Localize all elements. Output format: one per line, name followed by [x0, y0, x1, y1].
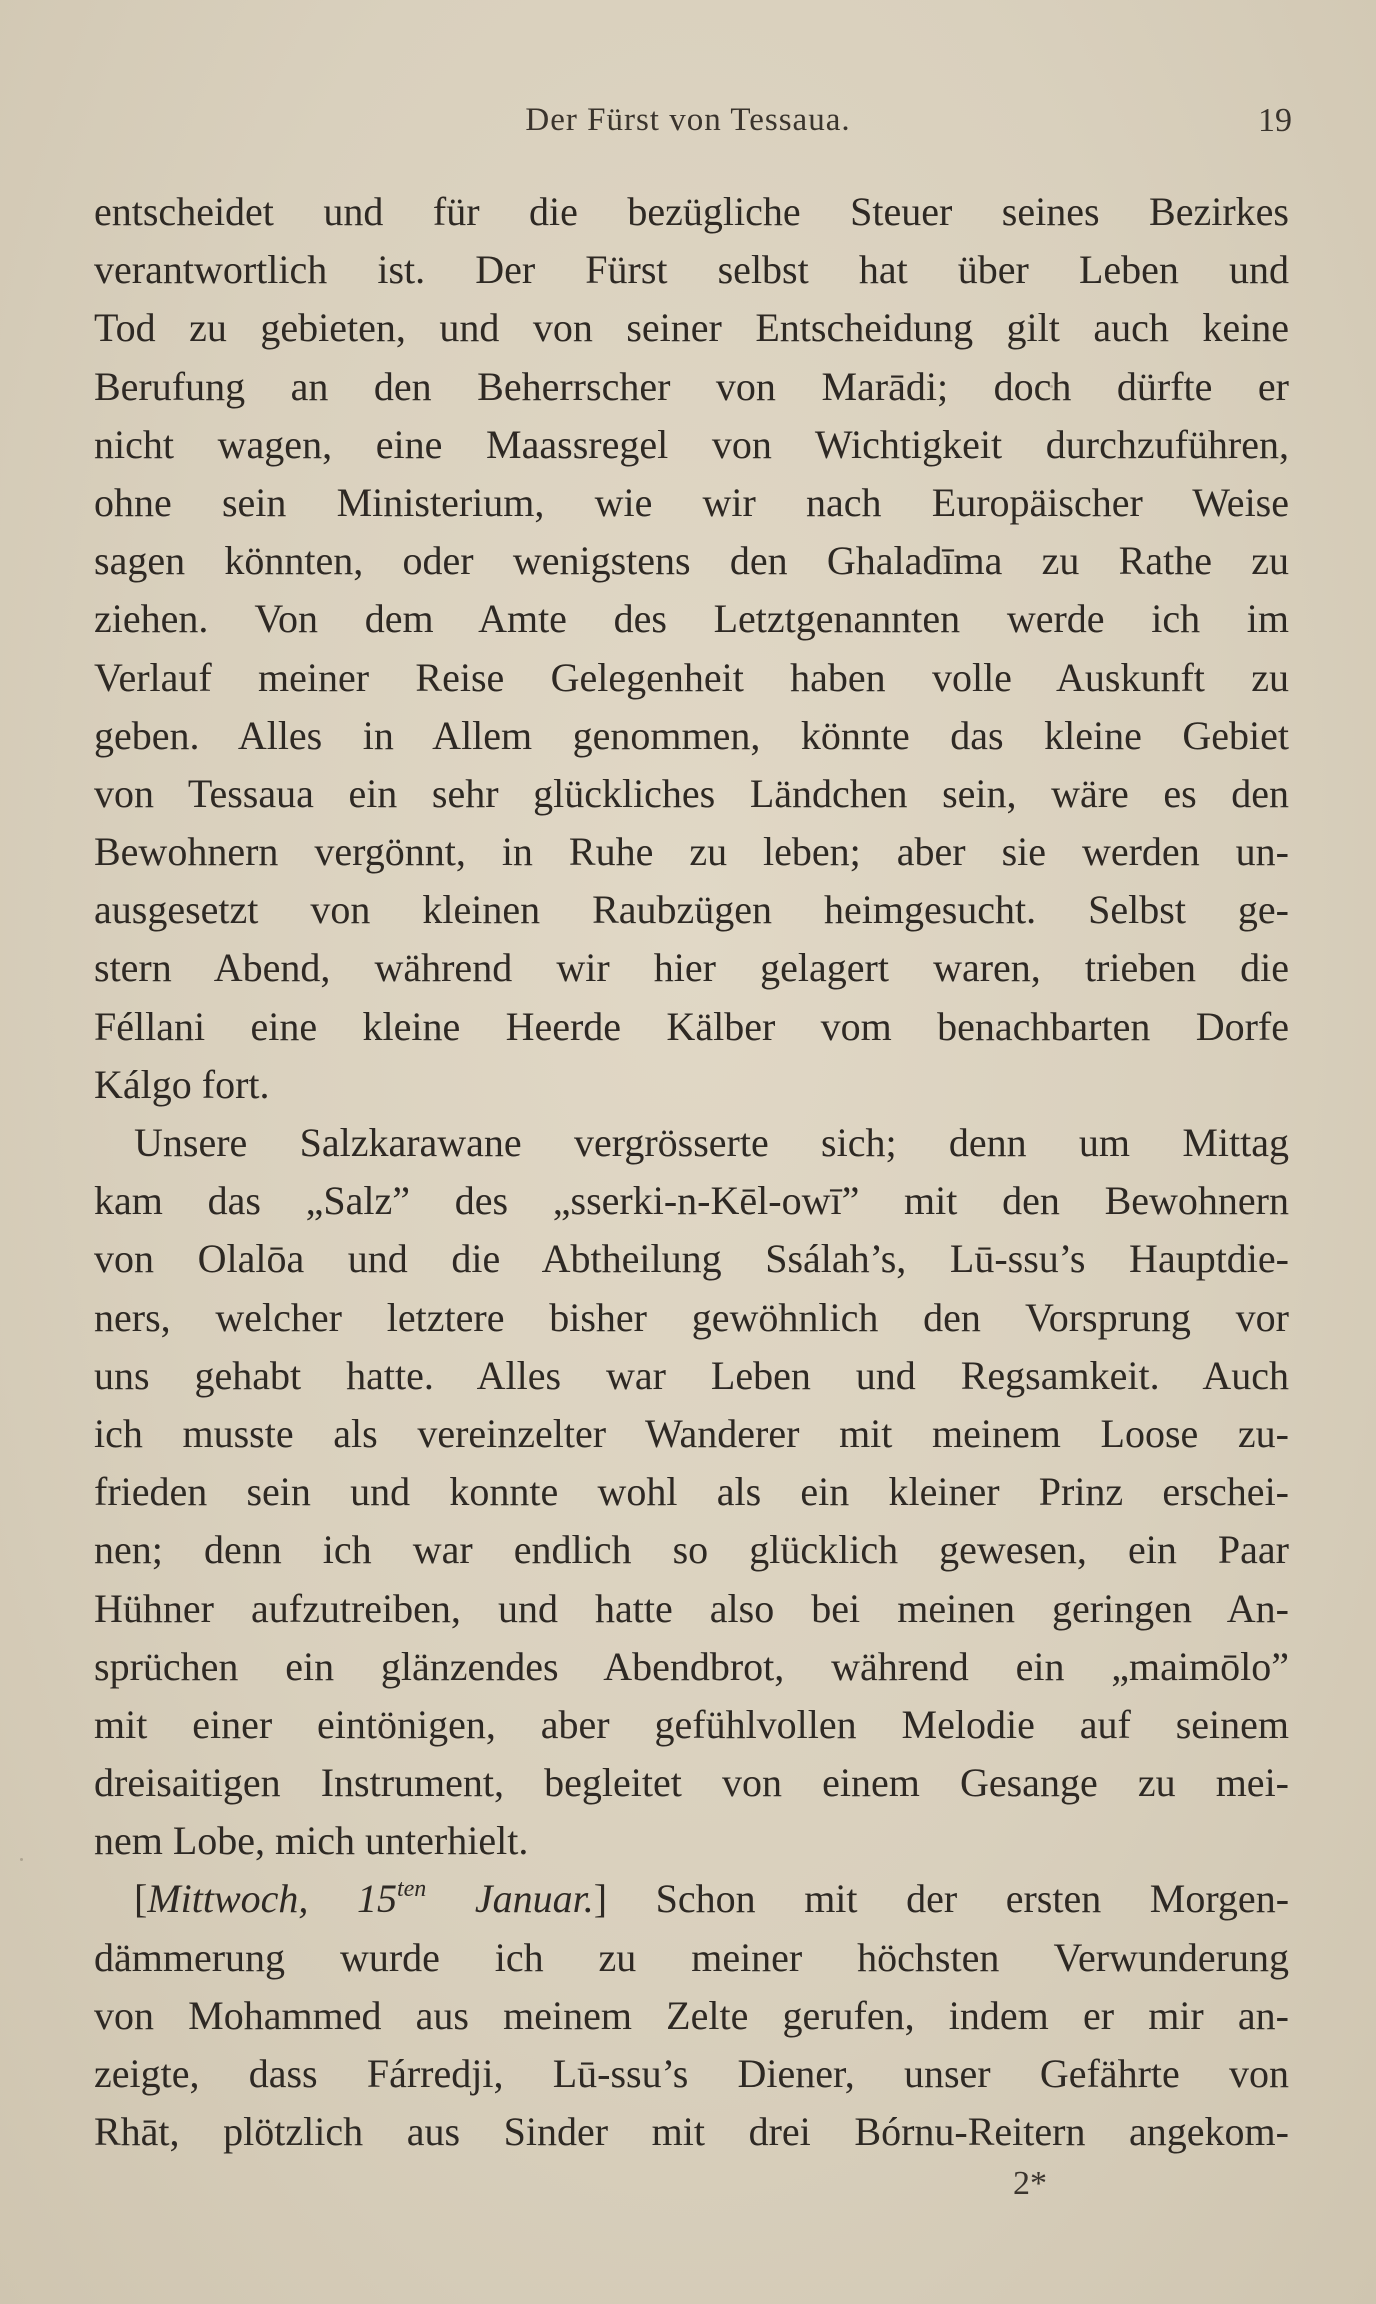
text-line: ners, welcher letztere bisher gewöhnlich den Vorsprung vor	[94, 1294, 1289, 1340]
text-line: geben. Alles in Allem genommen, könnte das kleine Gebiet	[94, 712, 1289, 758]
date-ordinal: ten	[396, 1876, 427, 1903]
text-line: nen; denn ich war endlich so glücklich gewesen, ein Paar	[94, 1527, 1289, 1573]
text-line: verantwortlich ist. Der Fürst selbst hat über Leben und	[94, 247, 1289, 293]
text-line: von Mohammed aus meinem Zelte gerufen, indem er mir an-	[94, 1992, 1289, 2038]
text-line: dämmerung wurde ich zu meiner höchsten Verwunderung	[94, 1934, 1289, 1980]
text-line: Hühner aufzutreiben, und hatte also bei meinen geringen An-	[94, 1585, 1289, 1631]
text-line: kam das „Salz” des „sserki-n-Kēl-owī” mit den Bewohnern	[94, 1178, 1289, 1224]
text-line: von Olalōa und die Abtheilung Ssálah’s, Lū-ssu’s Hauptdie-	[94, 1236, 1289, 1282]
text-line: sagen könnten, oder wenigstens den Ghaladīma zu Rathe zu	[94, 538, 1289, 584]
text-line: von Tessaua ein sehr glückliches Ländchen sein, wäre es den	[94, 770, 1289, 816]
text-line: frieden sein und konnte wohl als ein kleiner Prinz erschei-	[94, 1469, 1289, 1515]
paragraph	[94, 1114, 1289, 1870]
date-bracket-close: ]	[593, 1876, 608, 1922]
text-line: ich musste als vereinzelter Wanderer mit meinem Loose zu-	[94, 1410, 1289, 1456]
signature-mark: 2*	[1013, 2165, 1047, 2202]
text-line: Unsere Salzkarawane vergrösserte sich; denn um Mittag	[134, 1120, 1289, 1165]
date-bracket-open: [	[134, 1876, 148, 1922]
text-line: ohne sein Ministerium, wie wir nach Europäischer Weise	[94, 479, 1289, 525]
text-line: Kálgo fort.	[94, 1061, 270, 1107]
text-line: Bewohnern vergönnt, in Ruhe zu leben; aber sie werden un-	[94, 829, 1289, 875]
text-line: Rhāt, plötzlich aus Sinder mit drei Bórnu-Reitern angekom-	[94, 2109, 1289, 2155]
text-line: ausgesetzt von kleinen Raubzügen heimgesucht. Selbst ge-	[94, 887, 1289, 933]
text-line: Berufung an den Beherrscher von Marādi; doch dürfte er	[94, 363, 1289, 409]
paper-speck	[1050, 385, 1053, 388]
text-line: entscheidet und für die bezügliche Steuer seines Bezirkes	[94, 189, 1289, 234]
text-line: zeigte, dass Fárredji, Lū-ssu’s Diener, unser Gefährte von	[94, 2051, 1289, 2096]
text-line: nem Lobe, mich unterhielt.	[94, 1818, 529, 1864]
date-reference	[147, 1876, 593, 1921]
text-line: Tod zu gebieten, und von seiner Entscheidung gilt auch keine	[94, 305, 1289, 351]
body-text	[94, 183, 1289, 2161]
text-line: stern Abend, während wir hier gelagert waren, trieben die	[94, 945, 1289, 991]
running-title: Der Fürst von Tessaua.	[525, 102, 851, 138]
text-line	[94, 1870, 1289, 1928]
paragraph	[94, 1870, 1289, 2161]
date-weekday: Mittwoch, 15	[147, 1876, 397, 1922]
line-rest: Schon mit der ersten Morgen-	[607, 1876, 1290, 1922]
text-line: nicht wagen, eine Maassregel von Wichtigkeit durchzuführen,	[94, 421, 1289, 467]
text-line: Féllani eine kleine Heerde Kälber vom benachbarten Dorfe	[94, 1003, 1289, 1049]
paper-speck	[20, 1858, 23, 1861]
text-line: Verlauf meiner Reise Gelegenheit haben volle Auskunft zu	[94, 654, 1289, 700]
text-line: dreisaitigen Instrument, begleitet von einem Gesange zu mei-	[94, 1760, 1289, 1806]
text-line: uns gehabt hatte. Alles war Leben und Regsamkeit. Auch	[94, 1352, 1289, 1398]
page-number: 19	[1258, 102, 1292, 139]
paragraph	[94, 183, 1289, 1114]
text-line: sprüchen ein glänzendes Abendbrot, während ein „maimōlo”	[94, 1643, 1289, 1689]
running-head	[0, 102, 1376, 150]
text-line: ziehen. Von dem Amte des Letztgenannten werde ich im	[94, 596, 1289, 642]
text-line: mit einer eintönigen, aber gefühlvollen Melodie auf seinem	[94, 1701, 1289, 1747]
date-month: Januar.	[426, 1876, 594, 1922]
